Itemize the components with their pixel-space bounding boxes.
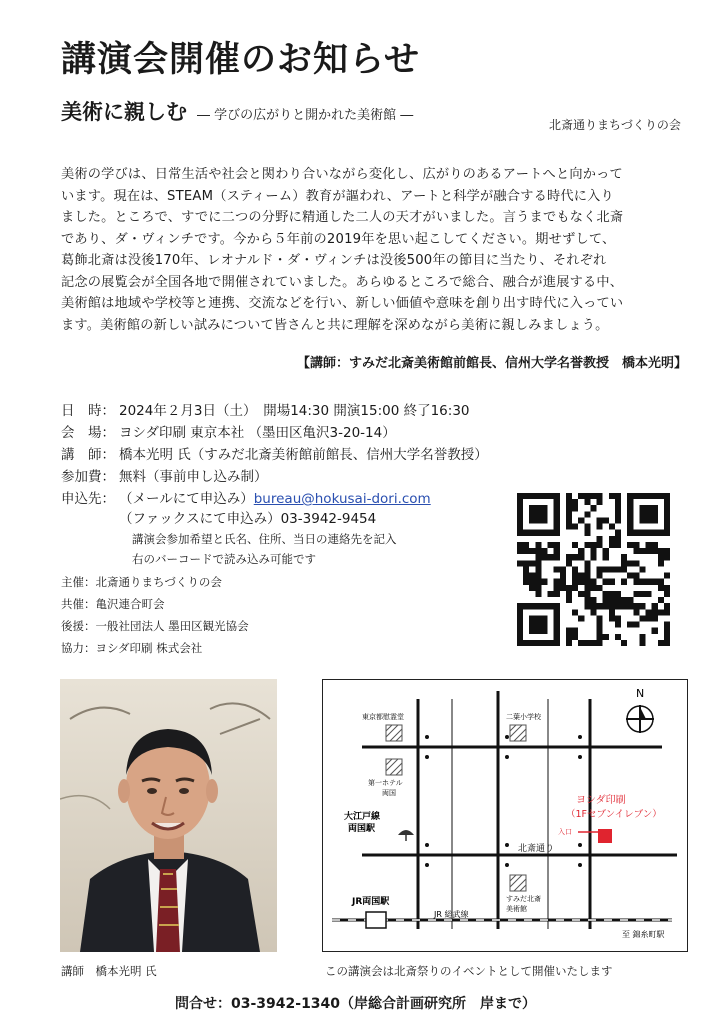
apply-note-2: 右のバーコードで読み込み可能です	[132, 552, 316, 566]
fee-label: 参加費：	[61, 469, 115, 485]
map-label-yoshida: ヨシダ印刷	[576, 795, 626, 806]
lecturer-credit: 【講師：すみだ北斎美術館前館長、信州大学名誉教授 橋本光明】	[296, 356, 687, 371]
date-label: 日 時：	[61, 403, 115, 419]
intro-line: 葛飾北斎は没後170年、レオナルド・ダ・ヴィンチは没後500年の節目に当たり、それぞれ	[61, 253, 607, 268]
map-label-museum: すみだ北斎	[506, 895, 541, 903]
info-date	[61, 399, 470, 419]
page-subtitle	[61, 96, 413, 126]
lecturer-photo	[60, 679, 277, 952]
date-value: 2024年２月3日（土） 開場14:30 開演15:00 終了16:30	[119, 403, 470, 419]
intro-line: 美術の学びは、日常生活や社会と関わり合いながら変化し、広がりのあるアートへと向かって	[61, 167, 623, 182]
sponsor-host: 主催：北斎通りまちづくりの会	[61, 575, 222, 589]
fee-value: 無料（事前申し込み制）	[119, 469, 268, 485]
page-title: 講演会開催のお知らせ	[61, 40, 420, 80]
apply-note-1: 講演会参加希望と氏名、住所、当日の連絡先を記入	[132, 532, 397, 546]
venue-value: ヨシダ印刷 東京本社 （墨田区亀沢3-20-14）	[119, 425, 396, 441]
map-label-oedo-2: 両国駅	[348, 824, 376, 834]
map-label-jr-station: JR両国駅	[352, 897, 390, 907]
photo-caption: 講師 橋本光明 氏	[61, 964, 157, 978]
map-label-entrance: 入口	[558, 828, 572, 836]
organizer-name: 北斎通りまちづくりの会	[549, 118, 681, 132]
venue-label: 会 場：	[61, 425, 115, 441]
sponsor-cohost: 共催：亀沢連合町会	[61, 597, 165, 611]
north-label: N	[636, 687, 645, 700]
map-label-hotel-2: 両国	[382, 789, 396, 797]
map-label-hokusai-street: 北斎通り	[518, 844, 555, 854]
contact-label: 問合せ：	[175, 996, 231, 1012]
apply-label: 申込先：	[61, 491, 115, 507]
subtitle-main: 美術に親しむ	[61, 100, 187, 124]
apply-email-prefix: （メールにて申込み）	[119, 491, 254, 507]
sponsor-cooperation: 協力：ヨシダ印刷 株式会社	[61, 641, 203, 655]
intro-line: います。現在は、STEAM（スティーム）教育が謳われ、アートと科学が融合する時代に入り	[61, 188, 614, 204]
map-label-yoshida-2: （1Fセブンイレブン）	[566, 809, 662, 820]
intro-line: 記念の展覧会が全国各地で開催されていました。あらゆるところで総合、融合が進展する中、	[61, 274, 624, 290]
intro-line: 美術館は地域や学校等と連携、交流などを行い、新しい価値や意味を創り出す時代に入ってい	[61, 296, 624, 311]
speaker-label: 講 師：	[61, 447, 115, 463]
intro-paragraph	[61, 164, 681, 336]
intro-line: であり、ダ・ヴィンチです。今から５年前の2019年を思い起こしてください。期せずして、	[61, 231, 616, 247]
info-venue	[61, 421, 396, 441]
apply-email-link[interactable]: bureau@hokusai-dori.com	[253, 491, 431, 507]
map-label-school: 二葉小学校	[506, 713, 541, 721]
map-label-oedo: 大江戸線	[344, 812, 381, 822]
info-apply	[61, 487, 431, 507]
map-caption: この講演会は北斎祭りのイベントとして開催いたします	[325, 964, 613, 978]
subtitle-sub: ― 学びの広がりと開かれた美術館 ―	[197, 108, 414, 123]
map-label-hotel: 第一ホテル	[368, 779, 403, 787]
speaker-value: 橋本光明 氏（すみだ北斎美術館前館長、信州大学名誉教授）	[119, 447, 488, 463]
info-speaker	[61, 443, 488, 463]
apply-fax: （ファックスにて申込み）03-3942-9454	[119, 511, 377, 527]
venue-map	[322, 679, 688, 952]
intro-line: ました。ところで、すでに二つの分野に精通した二人の天才がいました。言うまでもなく北斎	[61, 210, 624, 225]
map-label-kinshicho: 至 錦糸町駅	[622, 930, 665, 939]
contact-info	[175, 993, 536, 1013]
qr-code-icon[interactable]	[517, 493, 670, 646]
info-fee	[61, 465, 268, 485]
contact-value: 03-3942-1340（岸総合計画研究所 岸まで）	[231, 996, 537, 1012]
sponsor-support: 後援：一般社団法人 墨田区観光協会	[61, 619, 249, 633]
map-label-jr-line: JR 総武線	[434, 910, 469, 919]
intro-line: ます。美術館の新しい試みについて皆さんと共に理解を深めながら美術に親しみましょう。	[61, 317, 609, 333]
map-label-kokugikan: 東京都慰霊堂	[362, 713, 404, 721]
map-label-museum-2: 美術館	[506, 905, 527, 913]
